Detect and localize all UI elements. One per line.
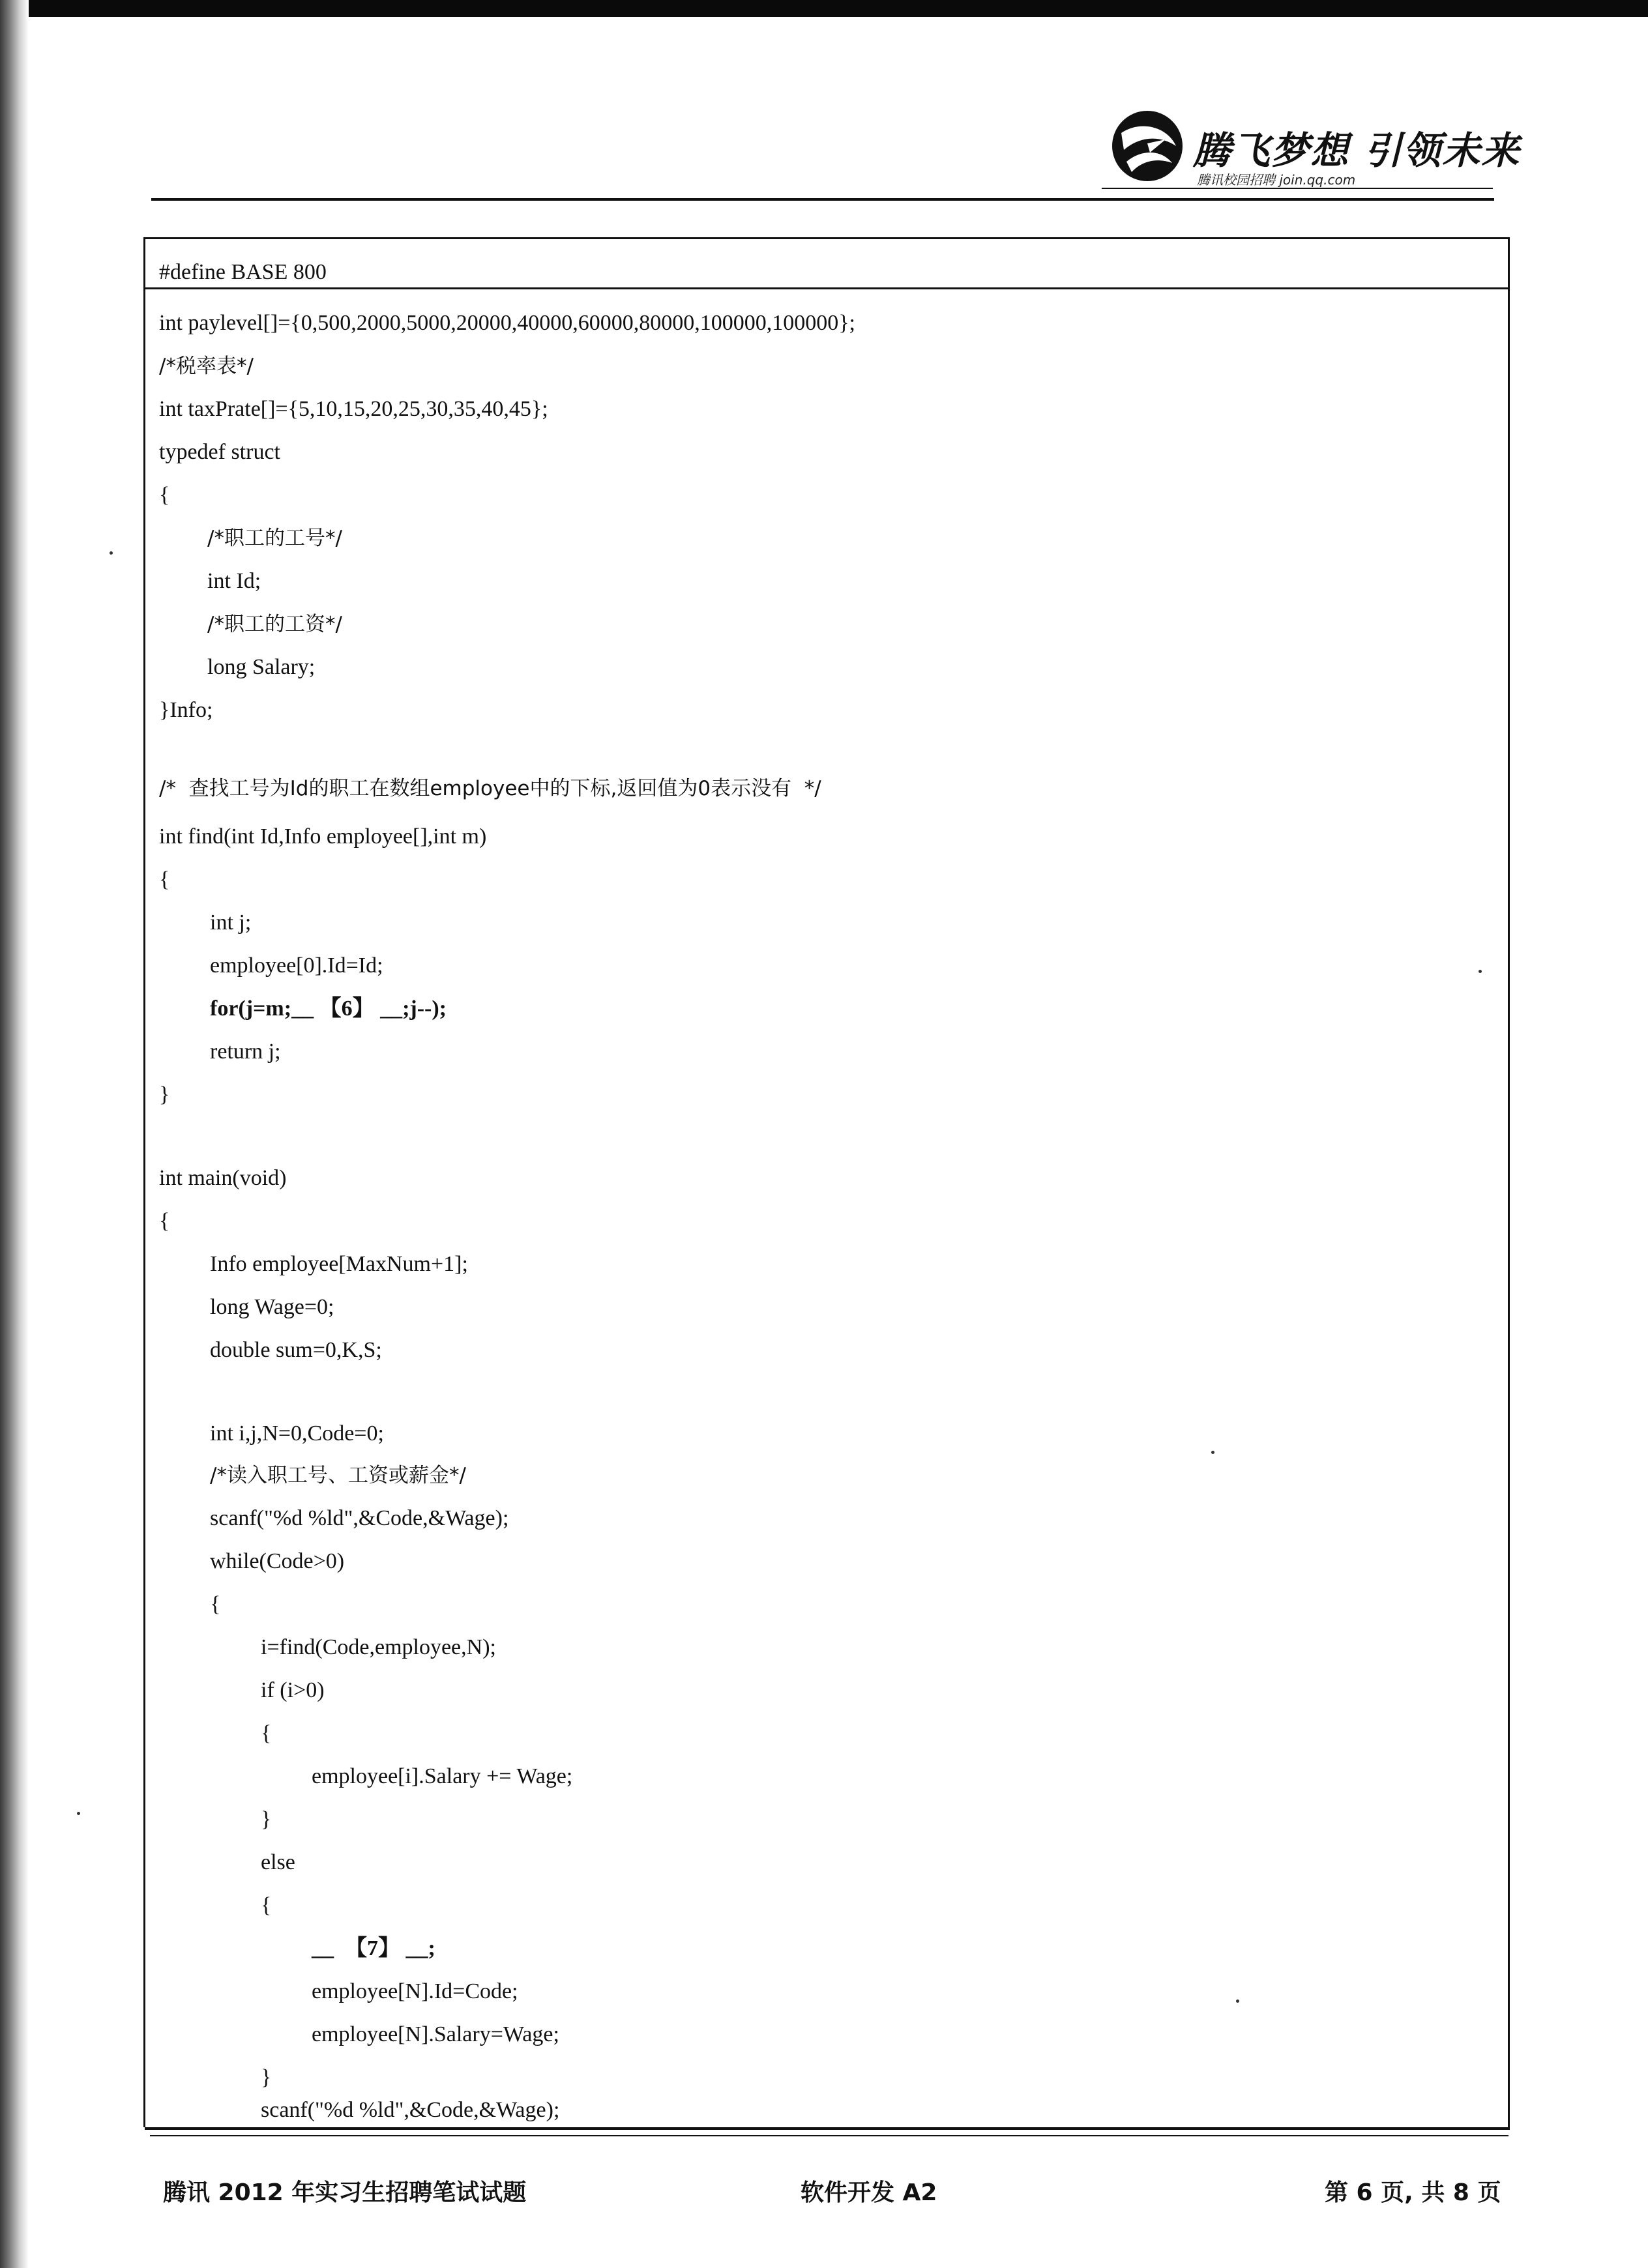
code-line: return j;	[210, 1040, 281, 1064]
footer-section: 软件开发 A2	[801, 2179, 937, 2206]
code-box-header-divider	[145, 239, 1508, 289]
code-line: }	[261, 2065, 272, 2089]
fill-blank-6: for(j=m;__ 【6】 __;j--);	[210, 996, 447, 1021]
code-line: {	[261, 1721, 272, 1745]
code-line: while(Code>0)	[210, 1549, 345, 1573]
code-line: int find(int Id,Info employee[],int m)	[159, 824, 487, 849]
code-line: employee[N].Id=Code;	[312, 1979, 518, 2003]
code-line: {	[159, 1209, 170, 1233]
code-box-bottom-rule-thin	[150, 2135, 1508, 2136]
code-line: employee[N].Salary=Wage;	[312, 2022, 559, 2046]
scan-speck	[77, 1812, 80, 1815]
code-comment: /*税率表*/	[159, 355, 254, 378]
code-line: long Salary;	[207, 655, 316, 679]
code-line: employee[i].Salary += Wage;	[312, 1764, 573, 1788]
code-line: scanf("%d %ld",&Code,&Wage);	[261, 2098, 560, 2122]
code-line: int Id;	[207, 569, 261, 593]
fill-blank-7: __ 【7】 __;	[312, 1936, 435, 1960]
code-line: scanf("%d %ld",&Code,&Wage);	[210, 1506, 509, 1530]
logo-swirl-icon	[1108, 107, 1186, 185]
scan-speck	[110, 551, 113, 555]
code-line: int i,j,N=0,Code=0;	[210, 1421, 384, 1446]
footer-exam-title: 腾讯 2012 年实习生招聘笔试试题	[163, 2179, 527, 2206]
code-line: {	[261, 1893, 272, 1917]
header-rule	[151, 198, 1494, 201]
scan-speck	[1211, 1451, 1214, 1454]
code-line: int taxPrate[]={5,10,15,20,25,30,35,40,45};	[159, 397, 548, 421]
code-line: int main(void)	[159, 1166, 287, 1190]
code-comment: /*读入职工号、工资或薪金*/	[210, 1464, 466, 1487]
code-comment: /*职工的工号*/	[207, 527, 342, 550]
code-line: int j;	[210, 910, 252, 935]
code-line: }	[159, 1083, 170, 1107]
code-line: if (i>0)	[261, 1678, 325, 1702]
code-line: else	[261, 1850, 295, 1874]
logo-subtitle: 腾讯校园招聘 join.qq.com	[1197, 172, 1356, 188]
footer-page-number: 第 6 页, 共 8 页	[1325, 2179, 1501, 2206]
code-box-bottom-rule	[145, 2127, 1510, 2130]
scan-edge-top	[0, 0, 1648, 17]
code-box	[143, 237, 1510, 2127]
code-line: }Info;	[159, 698, 213, 722]
scan-speck	[1236, 1999, 1239, 2003]
logo-slogan: 腾飞梦想 引领未来	[1193, 128, 1521, 173]
code-line: {	[159, 483, 170, 507]
code-comment: /* 查找工号为Id的职工在数组employee中的下标,返回值为0表示没有 */	[159, 777, 821, 800]
code-line: employee[0].Id=Id;	[210, 953, 383, 978]
code-line: i=find(Code,employee,N);	[261, 1635, 496, 1659]
code-line: }	[261, 1807, 272, 1831]
header-rule-thin	[1102, 188, 1493, 189]
code-line: int paylevel[]={0,500,2000,5000,20000,40000,60000,80000,100000,100000};	[159, 311, 855, 335]
code-comment: /*职工的工资*/	[207, 613, 342, 636]
code-line: {	[210, 1592, 221, 1616]
company-logo	[1108, 104, 1521, 189]
code-line: {	[159, 867, 170, 892]
code-line: long Wage=0;	[210, 1295, 334, 1319]
code-line: double sum=0,K,S;	[210, 1338, 382, 1362]
code-line: #define BASE 800	[159, 260, 327, 284]
code-line: Info employee[MaxNum+1];	[210, 1252, 468, 1276]
code-line: typedef struct	[159, 440, 280, 464]
scan-speck	[1479, 970, 1482, 973]
scan-edge-left	[0, 0, 29, 2268]
